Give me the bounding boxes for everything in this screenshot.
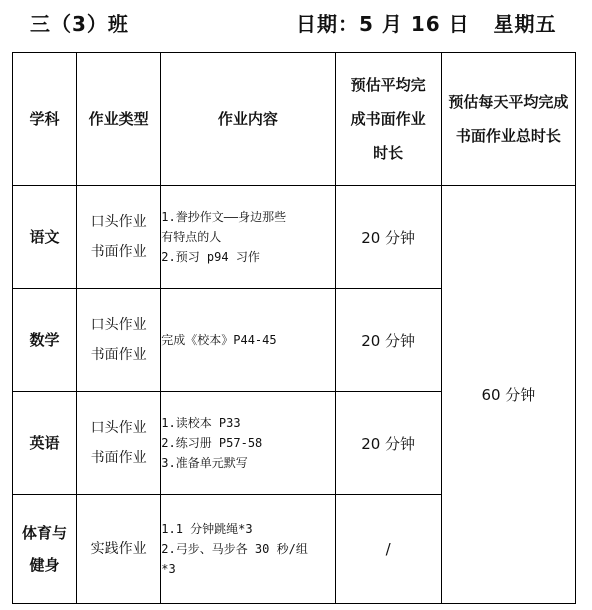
header-content: 作业内容 [161,53,335,186]
weekday: 星期五 [493,12,557,36]
content-line: 完成《校本》P44-45 [161,333,277,347]
content-line: 3.准备单元默写 [161,456,248,470]
header-subject: 学科 [13,53,77,186]
subject-label: 健身 [29,556,60,574]
type-cell [77,495,161,604]
content-line: 2.预习 p94 习作 [161,250,260,264]
type-label: 实践作业 [90,541,147,557]
content-line: 有特点的人 [161,230,222,244]
content-cell [161,495,335,604]
subject-cell [13,186,77,289]
date: 日期：5 月 16 日 [296,12,470,36]
content-line: *3 [161,562,176,576]
table-row [13,186,576,289]
header-time-line: 成书面作业 [350,110,426,128]
subject-cell [13,392,77,495]
class-name: 三（3）班 [30,12,129,36]
content-line: 2.练习册 P57-58 [161,436,263,450]
homework-table [12,52,576,604]
content-line: 2.弓步、马步各 30 秒/组 [161,542,308,556]
header-time-line: 时长 [373,144,404,162]
type-label: 口头作业 [90,214,147,230]
time-cell: 20 分钟 [335,289,441,392]
header-type: 作业类型 [77,53,161,186]
type-label: 书面作业 [90,450,147,466]
content-cell [161,186,335,289]
header-total [441,53,575,186]
type-label: 口头作业 [90,317,147,333]
type-cell [77,186,161,289]
table-header-row [13,53,576,186]
type-cell [77,392,161,495]
content-cell [161,392,335,495]
header-time-line: 预估平均完 [350,76,426,94]
content-cell [161,289,335,392]
type-label: 口头作业 [90,420,147,436]
type-cell [77,289,161,392]
subject-label: 体育与 [22,524,68,542]
header-total-line: 预估每天平均完成 [448,93,569,111]
content-line: 1.读校本 P33 [161,416,241,430]
time-cell: 20 分钟 [335,186,441,289]
header-total-line: 书面作业总时长 [455,127,561,145]
content-line: 1.誊抄作文——身边那些 [161,210,287,224]
subject-label: 数学 [29,331,60,349]
subject-label: 语文 [29,228,60,246]
date-line [296,8,557,37]
content-line: 1.1 分钟跳绳*3 [161,522,253,536]
page-header [0,0,592,44]
type-label: 书面作业 [90,244,147,260]
subject-cell [13,495,77,604]
total-time-cell: 60 分钟 [441,186,575,604]
subject-label: 英语 [29,434,60,452]
subject-cell [13,289,77,392]
header-time [335,53,441,186]
time-cell: 20 分钟 [335,392,441,495]
type-label: 书面作业 [90,347,147,363]
time-cell: / [335,495,441,604]
